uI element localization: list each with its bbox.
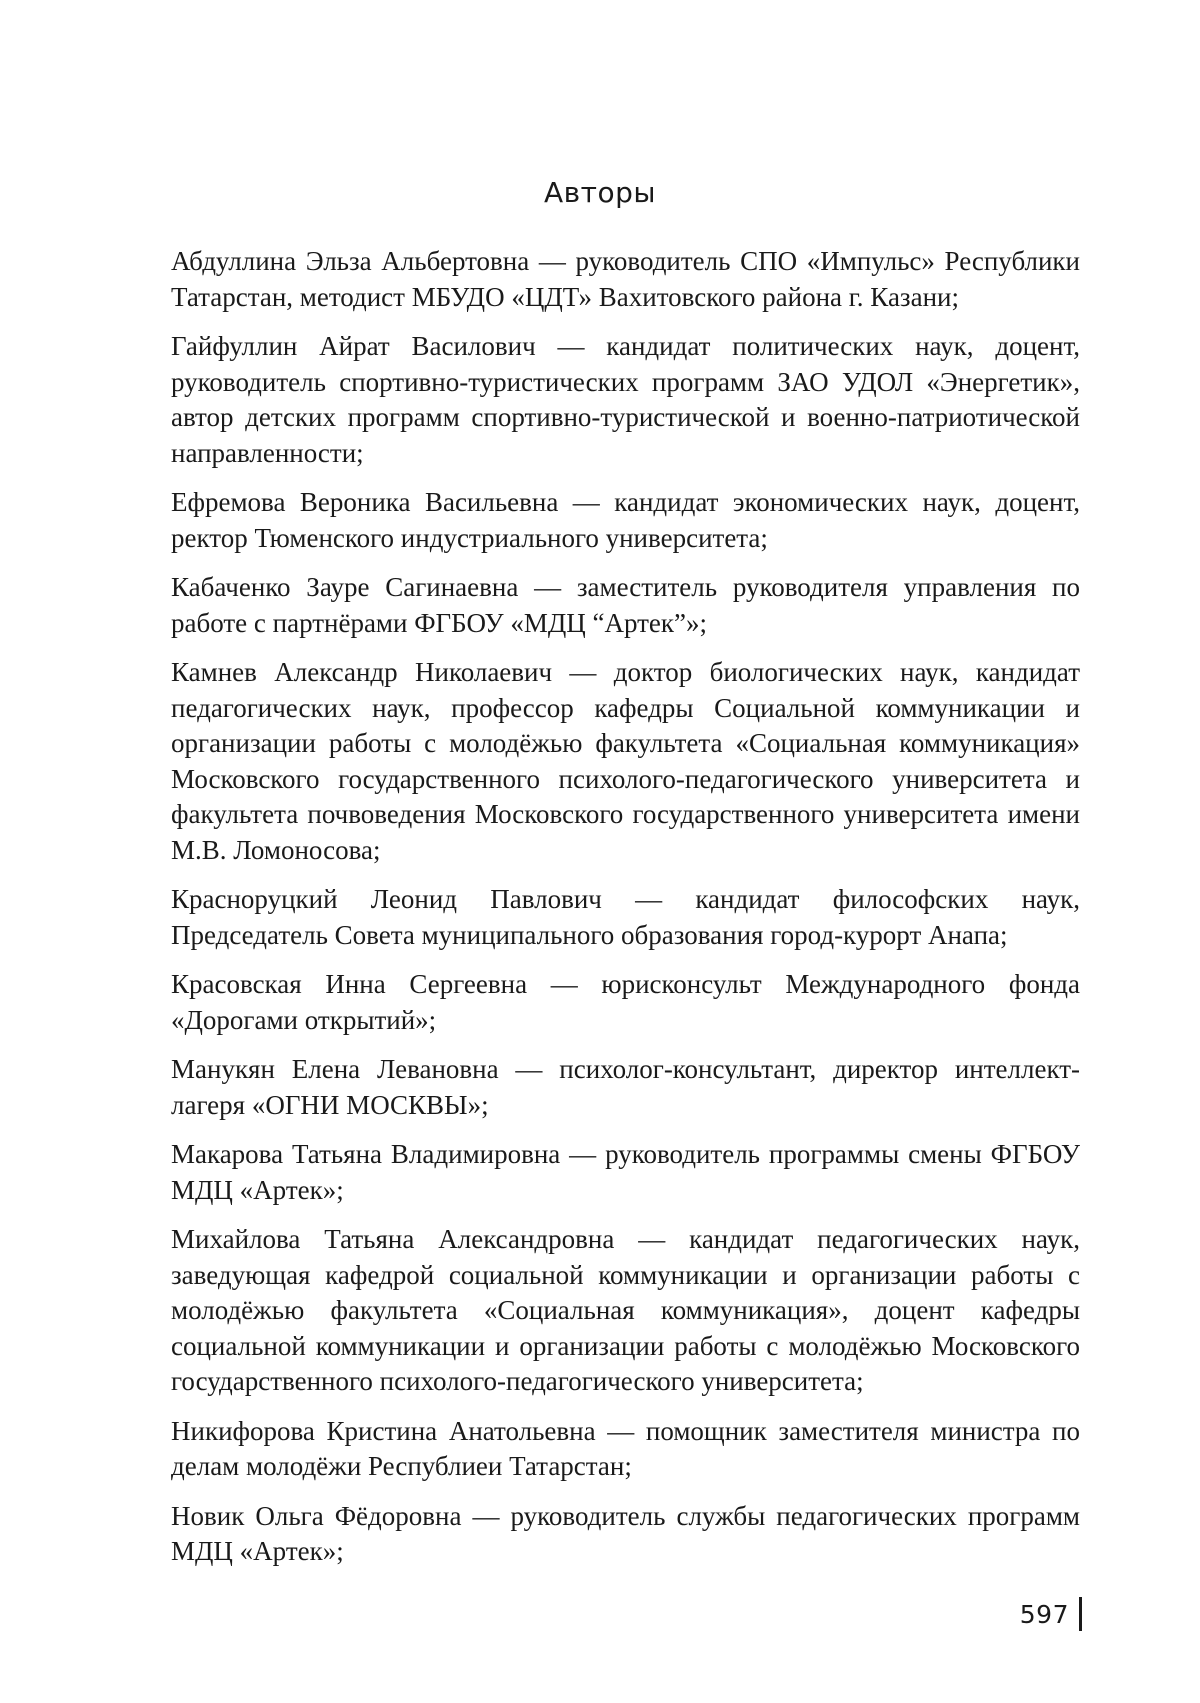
author-entry: Манукян Елена Левановна — психолог-консультант, директор интеллект-лагеря «ОГНИ МОСКВЫ»; [171,1054,1080,1120]
author-entry: Никифорова Кристина Анатольевна — помощник заместителя министра по делам молодёжи Республиеи Татарстан; [171,1415,1080,1481]
page-number: 597 [1019,1599,1069,1629]
page-title: Авторы [544,176,656,209]
page-footer [1020,1597,1082,1631]
author-entry: Абдуллина Эльза Альбертовна — руководитель СПО «Импульс» Республики Татарстан, методист МБУДО «ЦДТ» Вахитовского района г. Казани; [171,246,1080,312]
author-entry: Ефремова Вероника Васильевна — кандидат экономических наук, доцент, ректор Тюменского индустриального университета; [171,487,1080,553]
author-entry: Камнев Александр Николаевич — доктор биологических наук, кандидат педагогических наук, профессор кафедры Социальной коммуникации и организации работы с молодёжью факультета «Социальная коммуникация» Московского государственного психолого-педагогического университета и факультета почвоведения Московского государственного университета имени М.В. Ломоносова; [171,657,1080,865]
author-entry: Красноруцкий Леонид Павлович — кандидат философских наук, Председатель Совета муниципального образования город-курорт Анапа; [171,884,1080,950]
author-entry: Михайлова Татьяна Александровна — кандидат педагогических наук, заведующая кафедрой социальной коммуникации и организации работы с молодёжью факультета «Социальная коммуникация», доцент кафедры социальной коммуникации и организации работы с молодёжью Московского государственного психолого-педагогического университета; [171,1224,1080,1396]
author-entry: Новик Ольга Фёдоровна — руководитель службы педагогических программ МДЦ «Артек»; [171,1500,1080,1566]
authors-list [171,244,1080,1584]
page-number-rule [1079,1597,1082,1631]
author-entry: Кабаченко Зауре Сагинаевна — заместитель руководителя управления по работе с партнёрами ФГБОУ «МДЦ “Артек”»; [171,572,1080,638]
author-entry: Макарова Татьяна Владимировна — руководитель программы смены ФГБОУ МДЦ «Артек»; [171,1139,1080,1205]
author-entry: Красовская Инна Сергеевна — юрисконсульт Международного фонда «Дорогами открытий»; [171,969,1080,1035]
author-entry: Гайфуллин Айрат Василович — кандидат политических наук, доцент, руководитель спортивно-туристических программ ЗАО УДОЛ «Энергетик», автор детских программ спортивно-туристической и военно-патриотической направленности; [171,331,1080,468]
